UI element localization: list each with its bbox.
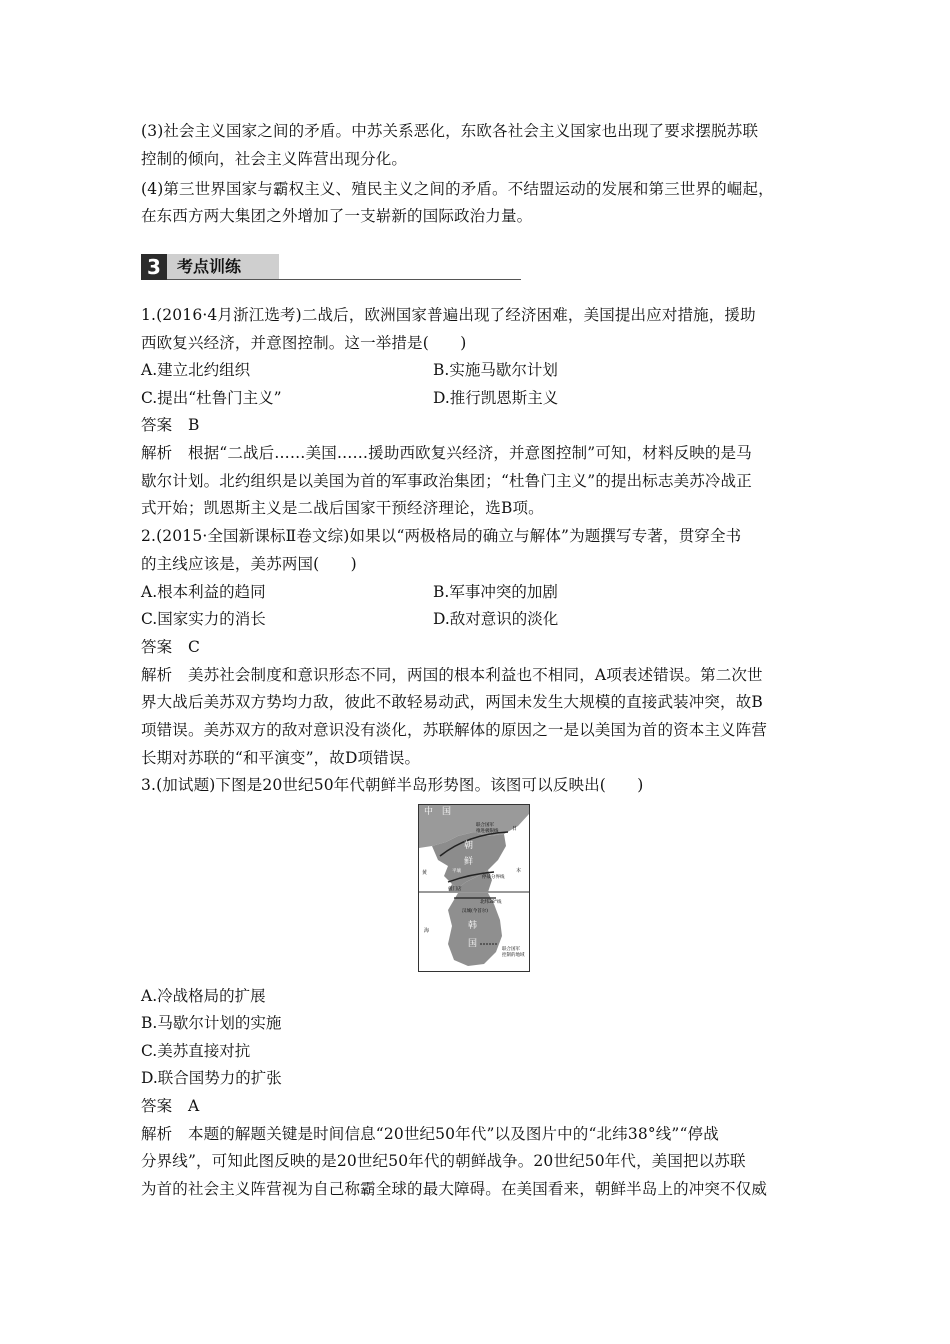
map-label-han: 韩 — [468, 921, 478, 931]
section-header — [141, 254, 521, 280]
q3-option-b: B.马歇尔计划的实施 — [141, 1014, 282, 1032]
intro-line: 控制的倾向，社会主义阵营出现分化。 — [141, 150, 408, 168]
map-label-sea: 海 — [424, 928, 430, 934]
q1-option-a: A.建立北约组织 — [141, 361, 251, 379]
q3-option-a: A.冷战格局的扩展 — [141, 987, 266, 1005]
map-label-china: 中 国 — [424, 807, 452, 817]
q3-answer: 答案 A — [141, 1097, 200, 1115]
q2-analysis: 解析 美苏社会制度和意识形态不同，两国的根本利益也不相同，A项表述错误。第二次世 — [141, 666, 763, 684]
map-label-ri: 日 — [512, 826, 518, 832]
q1-analysis: 式开始；凯恩斯主义是二战后国家干预经济理论，选B项。 — [141, 499, 544, 517]
q3-analysis: 分界线”，可知此图反映的是20世纪50年代的朝鲜战争。20世纪50年代，美国把以苏联 — [141, 1152, 746, 1170]
q1-option-c: C.提出“杜鲁门主义” — [141, 389, 282, 407]
q2-analysis: 项错误。美苏双方的敌对意识没有淡化，苏联解体的原因之一是以美国为首的资本主义阵营 — [141, 721, 768, 739]
map-label-un-area2: 控制的地域 — [502, 953, 525, 958]
map-label-yellow: 黄 — [422, 870, 428, 876]
intro-line: (4)第三世界国家与霸权主义、殖民主义之间的矛盾。不结盟运动的发展和第三世界的崛起， — [141, 180, 774, 198]
q2-stem: 的主线应该是，美苏两国( ) — [141, 555, 357, 573]
q2-option-b: B.军事冲突的加剧 — [433, 583, 558, 601]
map-label-un-area: 联合国军 — [502, 947, 520, 952]
q1-answer: 答案 B — [141, 416, 200, 434]
q1-stem: 1.(2016·4月浙江选考)二战后，欧洲国家普遍出现了经济困难，美国提出应对措施，援助 — [141, 306, 756, 324]
q3-option-c: C.美苏直接对抗 — [141, 1042, 251, 1060]
section-underline — [167, 279, 521, 280]
q1-analysis: 歇尔计划。北约组织是以美国为首的军事政治集团；“杜鲁门主义”的提出标志美苏冷战正 — [141, 472, 752, 490]
q3-analysis: 为首的社会主义阵营视为自己称霸全球的最大障碍。在美国看来，朝鲜半岛上的冲突不仅威 — [141, 1180, 768, 1198]
q1-option-b: B.实施马歇尔计划 — [433, 361, 558, 379]
q2-analysis: 界大战后美苏双方势均力敌，彼此不敢轻易动武，两国未发生大规模的直接武装冲突，故B — [141, 693, 763, 711]
q1-stem: 西欧复兴经济，并意图控制。这一举措是( ) — [141, 334, 467, 352]
intro-line: (3)社会主义国家之间的矛盾。中苏关系恶化，东欧各社会主义国家也出现了要求摆脱苏联 — [141, 122, 759, 140]
map-label-xian: 鲜 — [464, 857, 474, 867]
q1-analysis: 解析 根据“二战后……美国……援助西欧复兴经济，并意图控制”可知，材料反映的是马 — [141, 444, 752, 462]
q2-option-c: C.国家实力的消长 — [141, 610, 266, 628]
map-label-un-line2: 推进极限线 — [476, 829, 499, 834]
q3-option-d: D.联合国势力的扩张 — [141, 1069, 282, 1087]
q3-stem: 3.(加试题)下图是20世纪50年代朝鲜半岛形势图。该图可以反映出( ) — [141, 776, 644, 794]
map-label-pyongyang: 平壤 — [452, 869, 461, 874]
q2-answer: 答案 C — [141, 638, 200, 656]
q2-stem: 2.(2015·全国新课标Ⅱ卷文综)如果以“两极格局的确立与解体”为题撰写专著，贯穿全书 — [141, 527, 742, 545]
q2-option-a: A.根本利益的趋同 — [141, 583, 266, 601]
intro-line: 在东西方两大集团之外增加了一支崭新的国际政治力量。 — [141, 207, 533, 225]
korea-map-figure — [418, 804, 530, 972]
map-label-chao: 朝 — [464, 841, 474, 851]
map-label-armistice: 停战分界线 — [482, 875, 505, 880]
q2-analysis: 长期对苏联的“和平演变”，故D项错误。 — [141, 749, 421, 767]
map-label-parallel: 北纬38°线 — [480, 900, 502, 905]
map-label-guo: 国 — [468, 939, 478, 949]
map-label-ben: 本 — [516, 868, 522, 874]
map-label-panmunjom: 板门店 — [448, 887, 462, 892]
map-label-un-line: 联合国军 — [476, 823, 494, 828]
q1-option-d: D.推行凯恩斯主义 — [433, 389, 559, 407]
map-label-seoul: 汉城(今首尔) — [462, 909, 489, 914]
section-number: 3 — [141, 254, 167, 280]
section-title: 考点训练 — [167, 254, 279, 280]
q2-option-d: D.敌对意识的淡化 — [433, 610, 559, 628]
q3-analysis: 解析 本题的解题关键是时间信息“20世纪50年代”以及图片中的“北纬38°线”“停战 — [141, 1125, 719, 1143]
